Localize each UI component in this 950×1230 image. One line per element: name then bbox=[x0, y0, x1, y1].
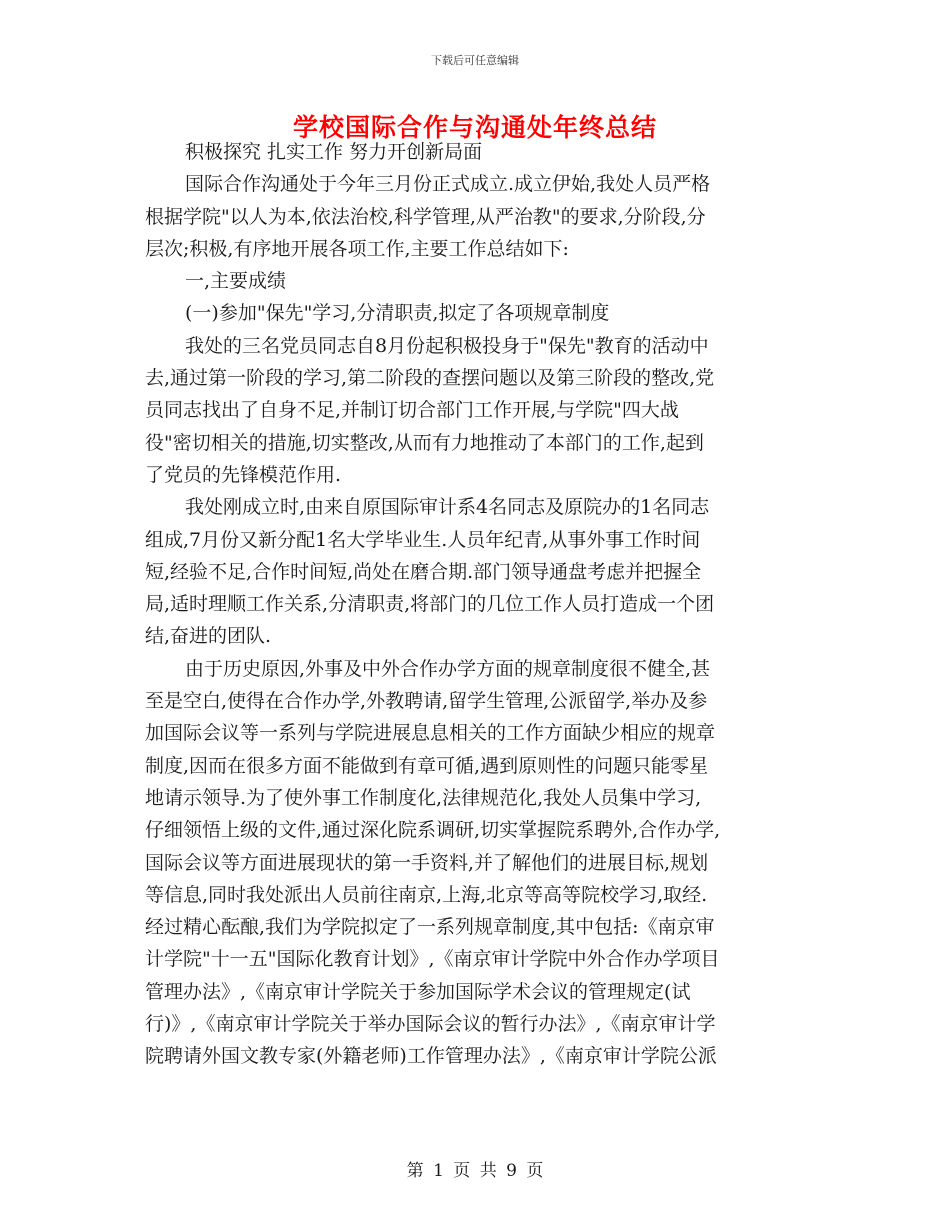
body-line: 仔细领悟上级的文件,通过深化院系调研,切实掌握院系聘外,合作办学, bbox=[145, 819, 721, 842]
page-header-note: 下载后可任意编辑 bbox=[431, 54, 519, 67]
body-line: 管理办法》,《南京审计学院关于参加国际学术会议的管理规定(试 bbox=[145, 980, 691, 1003]
body-line: 我处的三名党员同志自8月份起积极投身于"保先"教育的活动中 bbox=[185, 334, 709, 357]
body-line: (一)参加"保先"学习,分清职责,拟定了各项规章制度 bbox=[185, 302, 610, 325]
body-line: 加国际会议等一系列与学院进展息息相关的工作方面缺少相应的规章 bbox=[145, 722, 716, 745]
body-line: 经过精心酝酿,我们为学院拟定了一系列规章制度,其中包括:《南京审 bbox=[145, 916, 715, 939]
body-line: 至是空白,使得在合作办学,外教聘请,留学生管理,公派留学,举办及参 bbox=[145, 690, 708, 713]
document-title: 学校国际合作与沟通处年终总结 bbox=[292, 113, 657, 142]
body-line: 役"密切相关的措施,切实整改,从而有力地推动了本部门的工作,起到 bbox=[145, 431, 704, 454]
document-body bbox=[145, 136, 810, 1073]
body-line: 层次;积极,有序地开展各项工作,主要工作总结如下: bbox=[145, 237, 569, 260]
body-line: 局,适时理顺工作关系,分清职责,将部门的几位工作人员打造成一个团 bbox=[145, 593, 715, 616]
body-line: 国际合作沟通处于今年三月份正式成立.成立伊始,我处人员严格 bbox=[185, 173, 711, 196]
body-line: 计学院"十一五"国际化教育计划》,《南京审计学院中外合作办学项目 bbox=[145, 948, 720, 971]
page-number-footer: 第 1 页 共 9 页 bbox=[406, 1161, 544, 1181]
body-line: 由于历史原因,外事及中外合作办学方面的规章制度很不健全,甚 bbox=[185, 657, 711, 680]
body-line: 制度,因而在很多方面不能做到有章可循,遇到原则性的问题只能零星 bbox=[145, 754, 709, 777]
body-line: 等信息,同时我处派出人员前往南京,上海,北京等高等院校学习,取经. bbox=[145, 883, 708, 906]
body-line: 院聘请外国文教专家(外籍老师)工作管理办法》,《南京审计学院公派 bbox=[145, 1045, 717, 1068]
body-line: 国际会议等方面进展现状的第一手资料,并了解他们的进展目标,规划 bbox=[145, 851, 709, 874]
body-line: 结,奋进的团队. bbox=[145, 625, 272, 648]
body-line: 组成,7月份又新分配1名大学毕业生.人员年纪青,从事外事工作时间 bbox=[145, 528, 701, 551]
body-line: 一,主要成绩 bbox=[185, 270, 287, 293]
body-line: 我处刚成立时,由来自原国际审计系4名同志及原院办的1名同志 bbox=[185, 496, 710, 519]
body-line: 根据学院"以人为本,依法治校,科学管理,从严治教"的要求,分阶段,分 bbox=[145, 205, 706, 228]
body-line: 员同志找出了自身不足,并制订切合部门工作开展,与学院"四大战 bbox=[145, 399, 679, 422]
body-line: 去,通过第一阶段的学习,第二阶段的查摆问题以及第三阶段的整改,党 bbox=[145, 367, 715, 390]
body-line: 了党员的先锋模范作用. bbox=[145, 463, 342, 486]
body-line: 积极探究 扎实工作 努力开创新局面 bbox=[185, 141, 483, 163]
body-line: 地请示领导.为了使外事工作制度化,法律规范化,我处人员集中学习, bbox=[145, 786, 702, 809]
body-line: 短,经验不足,合作时间短,尚处在磨合期.部门领导通盘考虑并把握全 bbox=[145, 560, 702, 583]
body-line: 行)》,《南京审计学院关于举办国际会议的暂行办法》,《南京审计学 bbox=[145, 1013, 716, 1036]
